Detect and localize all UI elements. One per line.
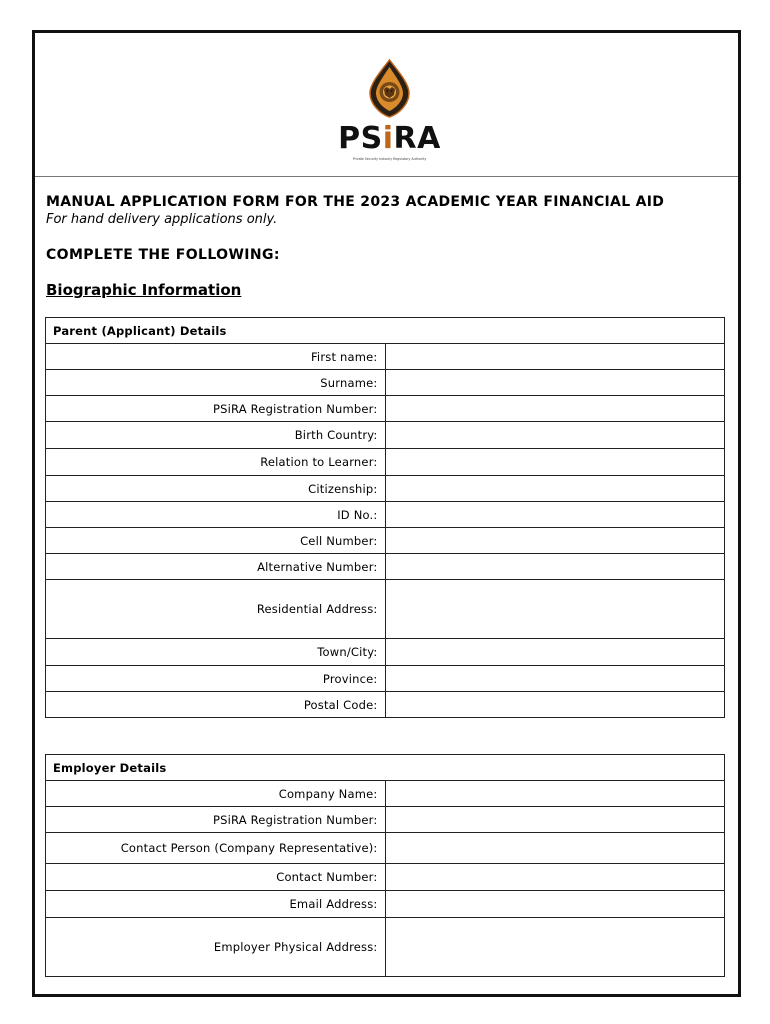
field-label: First name:	[46, 344, 386, 370]
form-instruction: COMPLETE THE FOLLOWING:	[46, 247, 280, 263]
employer-details-heading: Employer Details	[46, 755, 725, 781]
town-city-field[interactable]	[385, 639, 725, 666]
field-label: Surname:	[46, 370, 386, 396]
parent-details-heading: Parent (Applicant) Details	[46, 318, 725, 344]
cell-number-field[interactable]	[385, 528, 725, 554]
field-label: Citizenship:	[46, 476, 386, 502]
field-label: PSiRA Registration Number:	[46, 396, 386, 422]
field-label: Town/City:	[46, 639, 386, 666]
contact-person-field[interactable]	[385, 833, 725, 864]
wordmark-part-1: PS	[338, 121, 383, 156]
citizenship-field[interactable]	[385, 476, 725, 502]
field-label: Email Address:	[46, 891, 386, 918]
psira-logo	[332, 58, 447, 166]
field-label: PSiRA Registration Number:	[46, 807, 386, 833]
parent-details-table	[45, 317, 725, 718]
employer-physical-address-field[interactable]	[385, 918, 725, 977]
field-label: Contact Number:	[46, 864, 386, 891]
field-label: Alternative Number:	[46, 554, 386, 580]
field-label: Cell Number:	[46, 528, 386, 554]
form-title: MANUAL APPLICATION FORM FOR THE 2023 ACADEMIC YEAR FINANCIAL AID	[46, 194, 665, 210]
surname-field[interactable]	[385, 370, 725, 396]
field-label: Contact Person (Company Representative):	[46, 833, 386, 864]
relation-to-learner-field[interactable]	[385, 449, 725, 476]
field-label: ID No.:	[46, 502, 386, 528]
field-label: Residential Address:	[46, 580, 386, 639]
psira-registration-field[interactable]	[385, 396, 725, 422]
section-heading: Biographic Information	[46, 281, 242, 299]
contact-number-field[interactable]	[385, 864, 725, 891]
postal-code-field[interactable]	[385, 692, 725, 718]
company-name-field[interactable]	[385, 781, 725, 807]
field-label: Company Name:	[46, 781, 386, 807]
employer-psira-registration-field[interactable]	[385, 807, 725, 833]
psira-tagline: Private Security Industry Regulatory Authority	[352, 157, 427, 161]
field-label: Employer Physical Address:	[46, 918, 386, 977]
residential-address-field[interactable]	[385, 580, 725, 639]
birth-country-field[interactable]	[385, 422, 725, 449]
first-name-field[interactable]	[385, 344, 725, 370]
wordmark-part-3: RA	[393, 121, 441, 156]
field-label: Postal Code:	[46, 692, 386, 718]
province-field[interactable]	[385, 666, 725, 692]
form-subtitle: For hand delivery applications only.	[46, 212, 278, 227]
alternative-number-field[interactable]	[385, 554, 725, 580]
email-address-field[interactable]	[385, 891, 725, 918]
psira-wordmark	[332, 122, 447, 156]
field-label: Birth Country:	[46, 422, 386, 449]
field-label: Province:	[46, 666, 386, 692]
id-number-field[interactable]	[385, 502, 725, 528]
header-divider	[35, 176, 738, 177]
field-label: Relation to Learner:	[46, 449, 386, 476]
wordmark-part-2: i	[382, 121, 394, 156]
psira-shield-logo-icon	[332, 58, 447, 118]
employer-details-table	[45, 754, 725, 977]
